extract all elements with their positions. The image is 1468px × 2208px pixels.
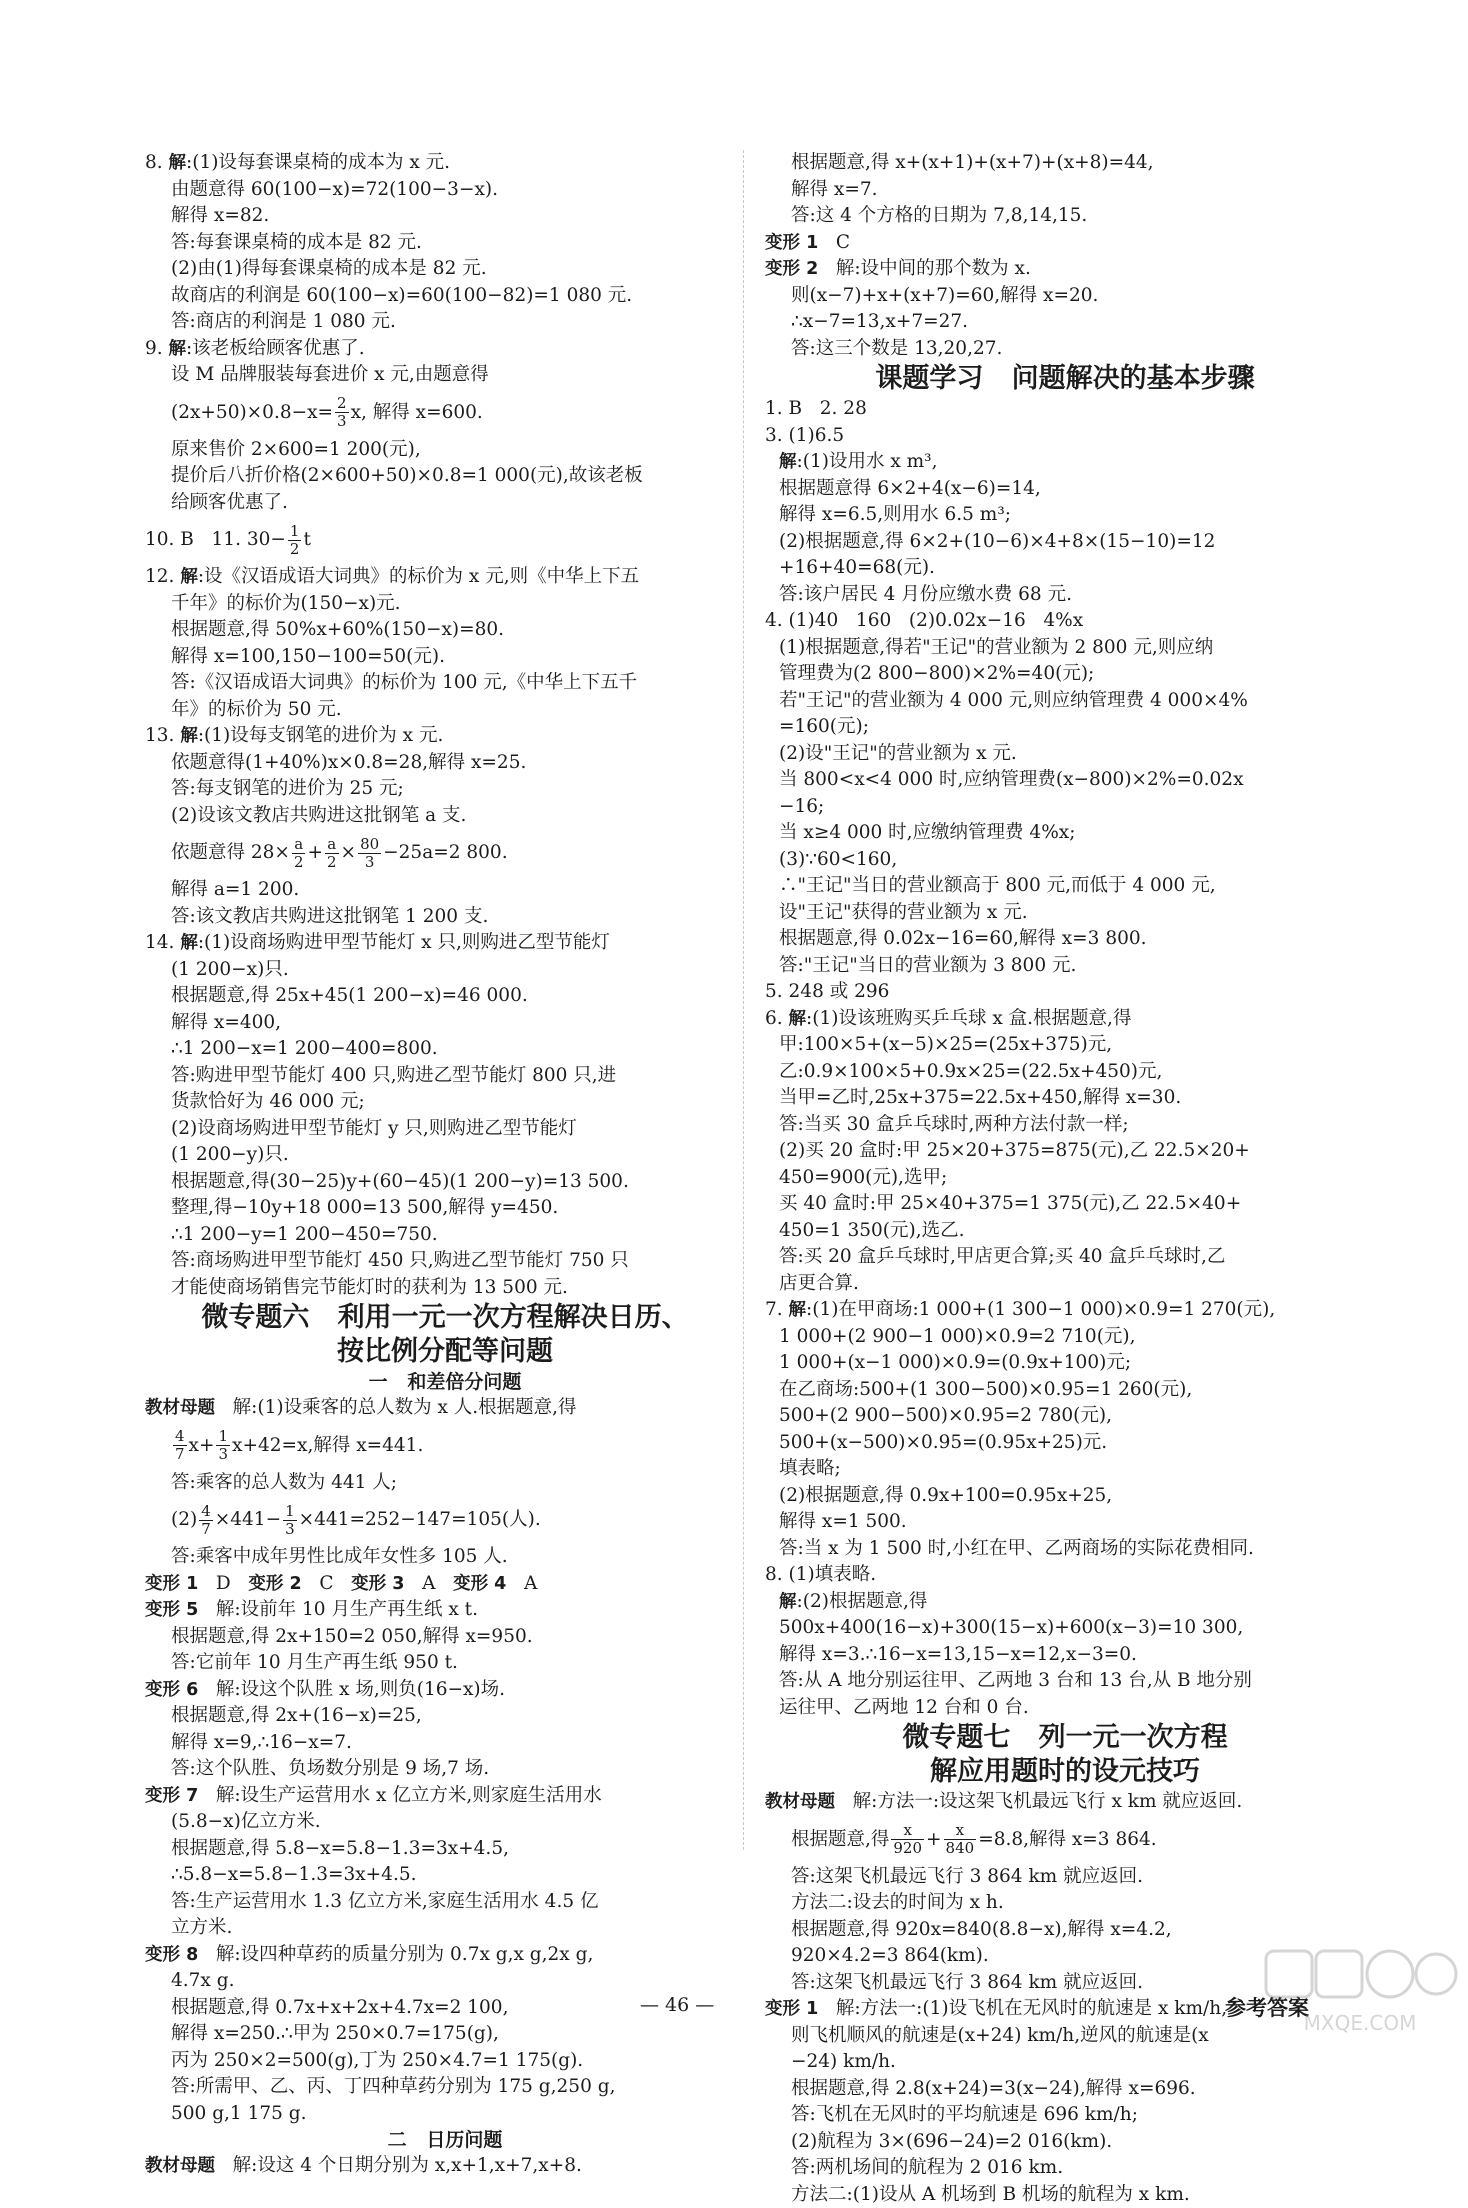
study-q3-line-4: 解得 x=6.5,则用水 6.5 m³; xyxy=(765,502,1365,529)
variant71-line-6: (2)航程为 3×(696−24)=2 016(km). xyxy=(765,2129,1365,2156)
study-q3-line-1: 3. (1)6.5 xyxy=(765,423,1365,450)
q14-line-11: 整理,得−10y+18 000=13 500,解得 y=450. xyxy=(145,1195,745,1222)
q13-line-3: 答:每支钢笔的进价为 25 元; xyxy=(145,776,745,803)
q14-line-10: 根据题意,得(30−25)y+(60−45)(1 200−y)=13 500. xyxy=(145,1169,745,1196)
variant8-line-3: 根据题意,得 0.7x+x+2x+4.7x=2 100, xyxy=(145,1995,745,2022)
study-q4-line-14: 答:"王记"当日的营业额为 3 800 元. xyxy=(765,953,1365,980)
calendar-variant2-line-4: 答:这三个数是 13,20,27. xyxy=(765,336,1365,363)
study-q8-line-1: 8. (1)填表略. xyxy=(765,1562,1365,1589)
variant6-line-2: 根据题意,得 2x+(16−x)=25, xyxy=(145,1703,745,1730)
mother7-line-2: 根据题意,得 $\frac{x}{920}$ + $\frac{x}{840}$ =8.8,解得 x=3 864. xyxy=(765,1816,1365,1864)
variant71-line-2: 则飞机顺风的航速是(x+24) km/h,逆风的航速是(x xyxy=(765,2023,1365,2050)
calendar-variant2-line-3: ∴x−7=13,x+7=27. xyxy=(765,309,1365,336)
calendar-variant2-line-1: 变形 2 解:设中间的那个数为 x. xyxy=(765,256,1365,283)
study-q4-line-10: (3)∵60<160, xyxy=(765,847,1365,874)
q12-line-1: 12. 解:设《汉语成语大词典》的标价为 x 元,则《中华上下五 xyxy=(145,564,745,591)
study-q8-line-4: 解得 x=3.∴16−x=13,15−x=12,x−3=0. xyxy=(765,1642,1365,1669)
calendar-variant2-line-2: 则(x−7)+x+(x+7)=60,解得 x=20. xyxy=(765,283,1365,310)
section-heading: 解应用题时的设元技巧 xyxy=(765,1755,1365,1789)
variant8-line-1: 变形 8 解:设四种草药的质量分别为 0.7x g,x g,2x g, xyxy=(145,1942,745,1969)
q14-line-14: 才能使商场销售完节能灯时的获利为 13 500 元. xyxy=(145,1275,745,1302)
left-column xyxy=(145,150,745,2180)
mother1-line-1: 教材母题 解:(1)设乘客的总人数为 x 人.根据题意,得 xyxy=(145,1395,745,1422)
calendar-line-3: 答:这 4 个方格的日期为 7,8,14,15. xyxy=(765,203,1365,230)
mother1-line-2: $\frac{4}{7}$ x+ $\frac{1}{3}$ x+42=x,解得 x=441. xyxy=(145,1422,745,1470)
watermark-logo xyxy=(1260,1945,1460,2040)
study-q6-line-5: 答:当买 30 盒乒乓球时,两种方法付款一样; xyxy=(765,1112,1365,1139)
variant7-line-2: (5.8−x)亿立方米. xyxy=(145,1809,745,1836)
variant71-line-8: 方法二:(1)设从 A 机场到 B 机场的航程为 x km. xyxy=(765,2182,1365,2208)
study-q6-line-1: 6. 解:(1)设该班购买乒乓球 x 盒.根据题意,得 xyxy=(765,1006,1365,1033)
study-q3-line-6: +16+40=68(元). xyxy=(765,555,1365,582)
q12-line-4: 解得 x=100,150−100=50(元). xyxy=(145,644,745,671)
q9-line-5: 提价后八折价格(2×600+50)×0.8=1 000(元),故该老板 xyxy=(145,463,745,490)
calendar-line-2: 解得 x=7. xyxy=(765,177,1365,204)
q13-line-7: 答:该文教店共购进这批钢笔 1 200 支. xyxy=(145,904,745,931)
variant71-line-5: 答:飞机在无风时的平均航速是 696 km/h; xyxy=(765,2102,1365,2129)
calendar-line-1: 根据题意,得 x+(x+1)+(x+7)+(x+8)=44, xyxy=(765,150,1365,177)
study-q7-line-9: 解得 x=1 500. xyxy=(765,1509,1365,1536)
q9-line-3: (2x+50)×0.8−x= $\frac{2}{3}$ x, 解得 x=600. xyxy=(145,389,745,437)
study-q3-line-2: 解:(1)设用水 x m³, xyxy=(765,449,1365,476)
mother7-line-1: 教材母题 解:方法一:设这架飞机最远飞行 x km 就应返回. xyxy=(765,1789,1365,1816)
q14-line-1: 14. 解:(1)设商场购进甲型节能灯 x 只,则购进乙型节能灯 xyxy=(145,930,745,957)
fraction: $\frac{a}{2}$ xyxy=(292,836,306,871)
fraction: $\frac{x}{840}$ xyxy=(944,1822,977,1857)
variant8-line-2: 4.7x g. xyxy=(145,1968,745,1995)
q14-line-13: 答:商场购进甲型节能灯 450 只,购进乙型节能灯 750 只 xyxy=(145,1248,745,1275)
study-q4-line-9: 当 x≥4 000 时,应缴纳管理费 4%x; xyxy=(765,820,1365,847)
mother7-line-7: 答:这架飞机最远飞行 3 864 km 就应返回. xyxy=(765,1970,1365,1997)
q14-line-8: (2)设商场购进甲型节能灯 y 只,则购进乙型节能灯 xyxy=(145,1116,745,1143)
q9-line-1: 9. 解:该老板给顾客优惠了. xyxy=(145,336,745,363)
mother7-line-3: 答:这架飞机最远飞行 3 864 km 就应返回. xyxy=(765,1864,1365,1891)
variant71-line-7: 答:两机场间的航程为 2 016 km. xyxy=(765,2155,1365,2182)
variant7-line-6: 立方米. xyxy=(145,1915,745,1942)
section-heading: 按比例分配等问题 xyxy=(145,1335,745,1369)
study-q6-line-10: 答:买 20 盒乒乓球时,甲店更合算;买 40 盒乒乓球时,乙 xyxy=(765,1244,1365,1271)
variants-1-4: 变形 1 D 变形 2 C 变形 3 A 变形 4 A xyxy=(145,1571,745,1598)
q10-line: 10. B 11. 30− $\frac{1}{2}$ t xyxy=(145,516,745,564)
mother7-line-5: 根据题意,得 920x=840(8.8−x),解得 x=4.2, xyxy=(765,1917,1365,1944)
study-q7-line-1: 7. 解:(1)在甲商场:1 000+(1 300−1 000)×0.9=1 270(元), xyxy=(765,1297,1365,1324)
page-footer xyxy=(0,1994,1468,2024)
section-heading: 课题学习 问题解决的基本步骤 xyxy=(765,362,1365,396)
right-column xyxy=(765,150,1365,2208)
variant7-line-5: 答:生产运营用水 1.3 亿立方米,家庭生活用水 4.5 亿 xyxy=(145,1889,745,1916)
variant7-line-4: ∴5.8−x=5.8−1.3=3x+4.5. xyxy=(145,1862,745,1889)
variant6-line-3: 解得 x=9,∴16−x=7. xyxy=(145,1730,745,1757)
q13-line-2: 依题意得(1+40%)x×0.8=28,解得 x=25. xyxy=(145,750,745,777)
q14-line-2: (1 200−x)只. xyxy=(145,957,745,984)
variant8-line-6: 答:所需甲、乙、丙、丁四种草药分别为 175 g,250 g, xyxy=(145,2074,745,2101)
study-q4-line-13: 根据题意,得 0.02x−16=60,解得 x=3 800. xyxy=(765,926,1365,953)
q8-line-2: 由题意得 60(100−x)=72(100−3−x). xyxy=(145,177,745,204)
q13-line-5: 依题意得 28× $\frac{a}{2}$ + $\frac{a}{2}$ × $\frac{80}{3}$ −25a=2 800. xyxy=(145,829,745,877)
section-heading: 微专题六 利用一元一次方程解决日历、 xyxy=(145,1301,745,1335)
study-q4-line-11: ∴"王记"当日的营业额高于 800 元,而低于 4 000 元, xyxy=(765,873,1365,900)
variant71-line-4: 根据题意,得 2.8(x+24)=3(x−24),解得 x=696. xyxy=(765,2076,1365,2103)
mother7-line-4: 方法二:设去的时间为 x h. xyxy=(765,1890,1365,1917)
study-q7-line-10: 答:当 x 为 1 500 时,小红在甲、乙两商场的实际花费相同. xyxy=(765,1536,1365,1563)
study-q8-line-5: 答:从 A 地分别运往甲、乙两地 3 台和 13 台,从 B 地分别 xyxy=(765,1668,1365,1695)
column-divider xyxy=(743,150,744,1850)
q9-line-2: 设 M 品牌服装每套进价 x 元,由题意得 xyxy=(145,362,745,389)
study-q7-line-7: 填表略; xyxy=(765,1456,1365,1483)
variant7-line-3: 根据题意,得 5.8−x=5.8−1.3=3x+4.5, xyxy=(145,1836,745,1863)
fraction: $\frac{a}{2}$ xyxy=(325,836,339,871)
fraction: $\frac{1}{3}$ xyxy=(283,1503,297,1538)
study-q6-line-6: (2)买 20 盒时:甲 25×20+375=875(元),乙 22.5×20+ xyxy=(765,1138,1365,1165)
study-q4-line-4: 若"王记"的营业额为 4 000 元,则应纳管理费 4 000×4% xyxy=(765,688,1365,715)
calendar-variant1: 变形 1 C xyxy=(765,230,1365,257)
variant6-line-1: 变形 6 解:设这个队胜 x 场,则负(16−x)场. xyxy=(145,1677,745,1704)
fraction: $\frac{1}{2}$ xyxy=(288,523,302,558)
q8-line-7: 答:商店的利润是 1 080 元. xyxy=(145,309,745,336)
mother2-line-1: 教材母题 解:设这 4 个日期分别为 x,x+1,x+7,x+8. xyxy=(145,2153,745,2180)
q14-line-3: 根据题意,得 25x+45(1 200−x)=46 000. xyxy=(145,983,745,1010)
q8-line-6: 故商店的利润是 60(100−x)=60(100−82)=1 080 元. xyxy=(145,283,745,310)
fraction: $\frac{4}{7}$ xyxy=(173,1428,187,1463)
q14-line-4: 解得 x=400, xyxy=(145,1010,745,1037)
q14-line-9: (1 200−y)只. xyxy=(145,1142,745,1169)
q12-line-6: 年》的标价为 50 元. xyxy=(145,697,745,724)
variant8-line-4: 解得 x=250.∴甲为 250×0.7=175(g), xyxy=(145,2021,745,2048)
variant8-line-5: 丙为 250×2=500(g),丁为 250×4.7=1 175(g). xyxy=(145,2048,745,2075)
q8-line-3: 解得 x=82. xyxy=(145,203,745,230)
variant71-line-3: −24) km/h. xyxy=(765,2049,1365,2076)
variant6-line-4: 答:这个队胜、负场数分别是 9 场,7 场. xyxy=(145,1756,745,1783)
q12-line-3: 根据题意,得 50%x+60%(150−x)=80. xyxy=(145,617,745,644)
study-q7-line-2: 1 000+(2 900−1 000)×0.9=2 710(元), xyxy=(765,1324,1365,1351)
study-q7-line-6: 500+(x−500)×0.95=(0.95x+25)元. xyxy=(765,1430,1365,1457)
q14-line-6: 答:购进甲型节能灯 400 只,购进乙型节能灯 800 只,进 xyxy=(145,1063,745,1090)
fraction: $\frac{80}{3}$ xyxy=(358,836,381,871)
mother1-line-5: 答:乘客中成年男性比成年女性多 105 人. xyxy=(145,1544,745,1571)
study-q7-line-8: (2)根据题意,得 0.9x+100=0.95x+25, xyxy=(765,1483,1365,1510)
fraction: $\frac{2}{3}$ xyxy=(335,395,349,430)
variant5-line-2: 根据题意,得 2x+150=2 050,解得 x=950. xyxy=(145,1624,745,1651)
study-q6-line-3: 乙:0.9×100×5+0.9x×25=(22.5x+450)元, xyxy=(765,1059,1365,1086)
study-q4-line-7: 当 800<x<4 000 时,应纳管理费(x−800)×2%=0.02x xyxy=(765,767,1365,794)
page-number: — 46 — xyxy=(640,1994,714,2016)
q9-line-4: 原来售价 2×600=1 200(元), xyxy=(145,437,745,464)
study-q4-line-8: −16; xyxy=(765,794,1365,821)
study-q1-2: 1. B 2. 28 xyxy=(765,396,1365,423)
q13-line-4: (2)设该文教店共购进这批钢笔 a 支. xyxy=(145,803,745,830)
study-q7-line-3: 1 000+(x−1 000)×0.9=(0.9x+100)元; xyxy=(765,1350,1365,1377)
q9-line-6: 给顾客优惠了. xyxy=(145,490,745,517)
q8-line-5: (2)由(1)得每套课桌椅的成本是 82 元. xyxy=(145,256,745,283)
variant7-line-1: 变形 7 解:设生产运营用水 x 亿立方米,则家庭生活用水 xyxy=(145,1783,745,1810)
q13-line-1: 13. 解:(1)设每支钢笔的进价为 x 元. xyxy=(145,723,745,750)
section-heading: 微专题七 列一元一次方程 xyxy=(765,1721,1365,1755)
study-q3-line-3: 根据题意得 6×2+4(x−6)=14, xyxy=(765,476,1365,503)
variant5-line-1: 变形 5 解:设前年 10 月生产再生纸 x t. xyxy=(145,1597,745,1624)
study-q8-line-3: 500x+400(16−x)+300(15−x)+600(x−3)=10 300, xyxy=(765,1615,1365,1642)
variant71-line-1: 变形 1 解:方法一:(1)设飞机在无风时的航速是 x km/h, xyxy=(765,1996,1365,2023)
variant5-line-3: 答:它前年 10 月生产再生纸 950 t. xyxy=(145,1650,745,1677)
subsection-heading: 一 和差倍分问题 xyxy=(145,1369,745,1395)
watermark-text: MXQE.COM xyxy=(1304,2011,1417,2035)
study-q5: 5. 248 或 296 xyxy=(765,979,1365,1006)
study-q4-line-2: (1)根据题意,得若"王记"的营业额为 2 800 元,则应纳 xyxy=(765,635,1365,662)
q12-line-2: 千年》的标价为(150−x)元. xyxy=(145,591,745,618)
study-q3-line-7: 答:该户居民 4 月份应缴水费 68 元. xyxy=(765,582,1365,609)
subsection-heading: 二 日历问题 xyxy=(145,2127,745,2153)
q14-line-5: ∴1 200−x=1 200−400=800. xyxy=(145,1036,745,1063)
study-q6-line-9: 450=1 350(元),选乙. xyxy=(765,1218,1365,1245)
study-q4-line-6: (2)设"王记"的营业额为 x 元. xyxy=(765,741,1365,768)
study-q6-line-7: 450=900(元),选甲; xyxy=(765,1165,1365,1192)
study-q8-line-2: 解:(2)根据题意,得 xyxy=(765,1589,1365,1616)
study-q6-line-11: 店更合算. xyxy=(765,1271,1365,1298)
variant8-line-7: 500 g,1 175 g. xyxy=(145,2101,745,2128)
study-q6-line-8: 买 40 盒时:甲 25×40+375=1 375(元),乙 22.5×40+ xyxy=(765,1191,1365,1218)
study-q4-line-1: 4. (1)40 160 (2)0.02x−16 4%x xyxy=(765,608,1365,635)
study-q4-line-3: 管理费为(2 800−800)×2%=40(元); xyxy=(765,661,1365,688)
study-q4-line-12: 设"王记"获得的营业额为 x 元. xyxy=(765,900,1365,927)
study-q6-line-4: 当甲=乙时,25x+375=22.5x+450,解得 x=30. xyxy=(765,1085,1365,1112)
q12-line-5: 答:《汉语成语大词典》的标价为 100 元,《中华上下五千 xyxy=(145,670,745,697)
study-q6-line-2: 甲:100×5+(x−5)×25=(25x+375)元, xyxy=(765,1032,1365,1059)
study-q7-line-5: 500+(2 900−500)×0.95=2 780(元), xyxy=(765,1403,1365,1430)
q14-line-12: ∴1 200−y=1 200−450=750. xyxy=(145,1222,745,1249)
study-q3-line-5: (2)根据题意,得 6×2+(10−6)×4+8×(15−10)=12 xyxy=(765,529,1365,556)
study-q8-line-6: 运往甲、乙两地 12 台和 0 台. xyxy=(765,1695,1365,1722)
q13-line-6: 解得 a=1 200. xyxy=(145,877,745,904)
study-q7-line-4: 在乙商场:500+(1 300−500)×0.95=1 260(元), xyxy=(765,1377,1365,1404)
q8-line-4: 答:每套课桌椅的成本是 82 元. xyxy=(145,230,745,257)
fraction: $\frac{x}{920}$ xyxy=(891,1822,924,1857)
fraction: $\frac{1}{3}$ xyxy=(216,1428,230,1463)
mother1-line-4: (2) $\frac{4}{7}$ ×441− $\frac{1}{3}$ ×441=252−147=105(人). xyxy=(145,1496,745,1544)
footer-label: 参考答案 xyxy=(1225,1992,1309,2022)
q8-line-1: 8. 解:(1)设每套课桌椅的成本为 x 元. xyxy=(145,150,745,177)
q14-line-7: 货款恰好为 46 000 元; xyxy=(145,1089,745,1116)
mother1-line-3: 答:乘客的总人数为 441 人; xyxy=(145,1470,745,1497)
fraction: $\frac{4}{7}$ xyxy=(199,1503,213,1538)
study-q4-line-5: =160(元); xyxy=(765,714,1365,741)
mother7-line-6: 920×4.2=3 864(km). xyxy=(765,1943,1365,1970)
